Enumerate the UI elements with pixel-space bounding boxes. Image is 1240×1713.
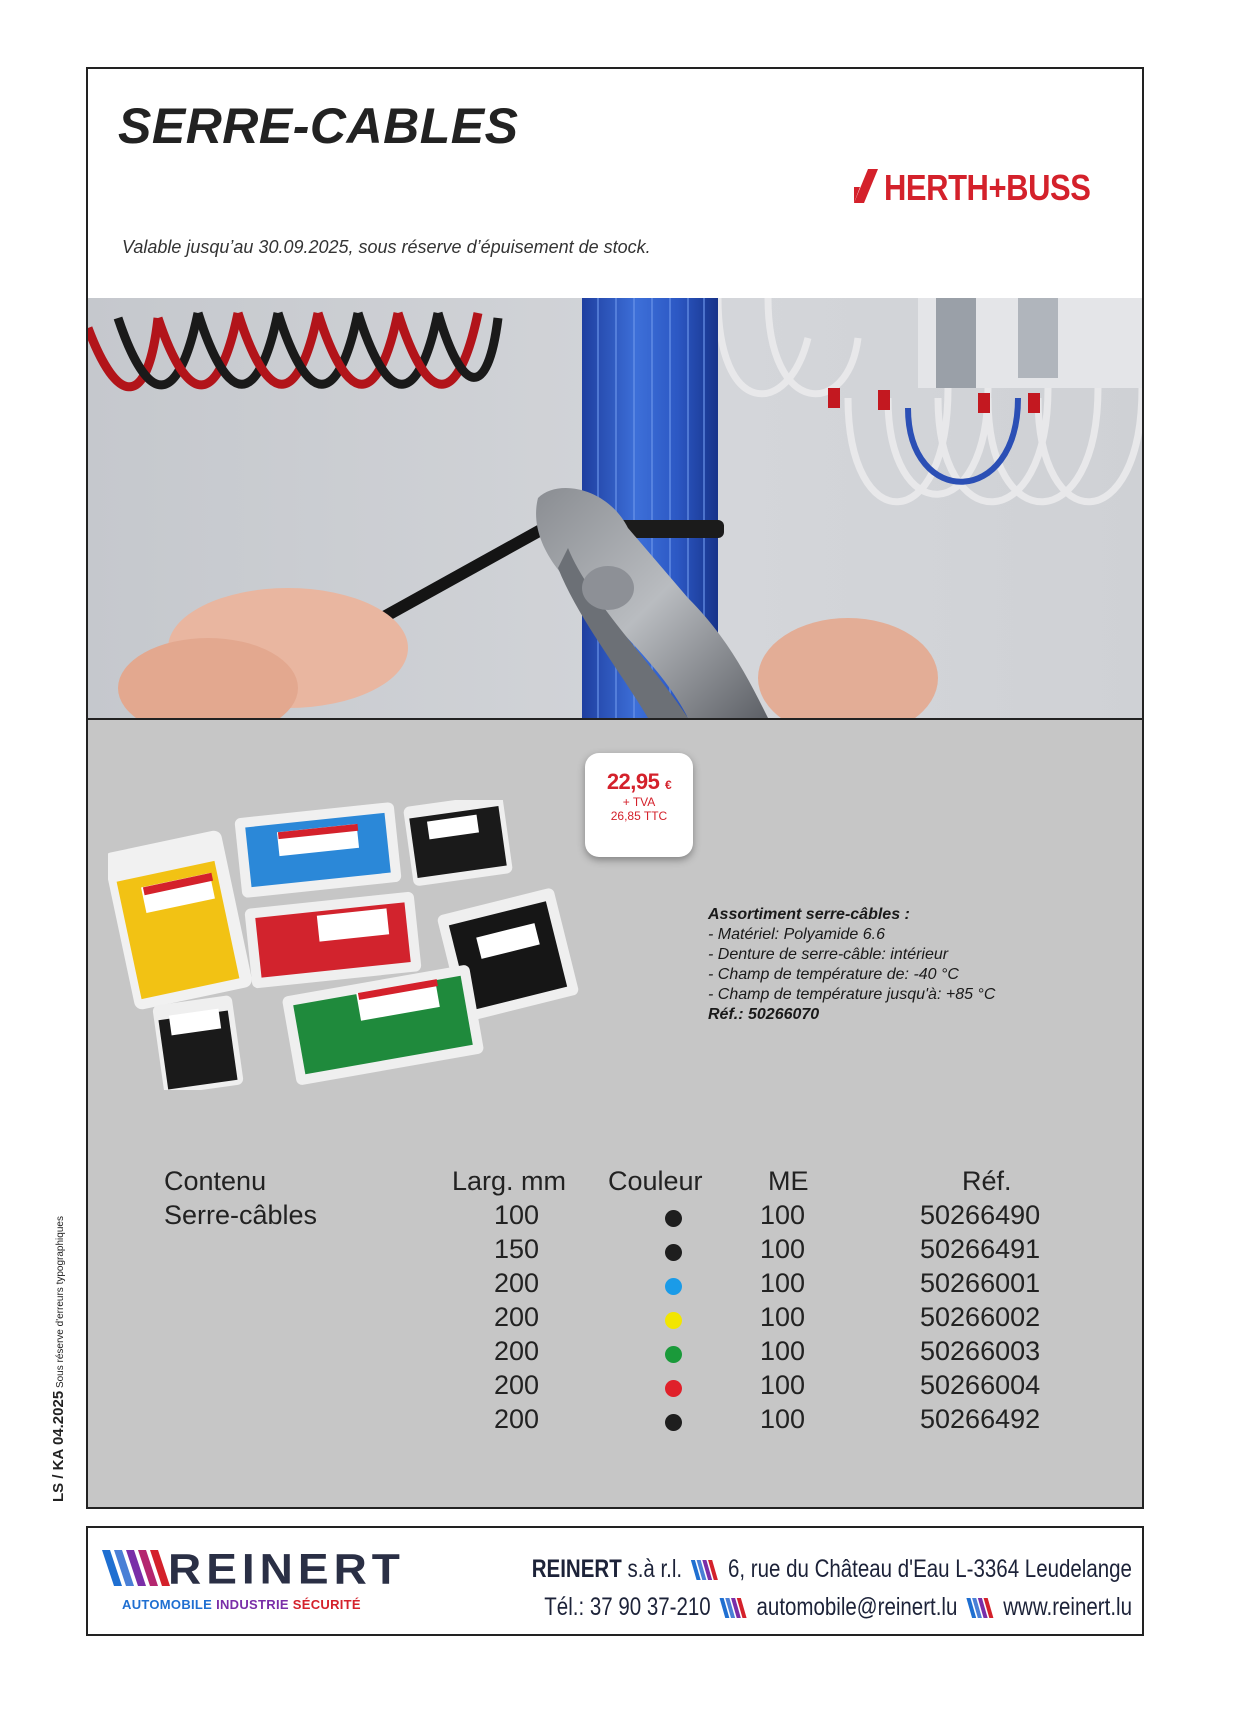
stripes-separator-icon (691, 1560, 719, 1580)
row-me: 100 (760, 1268, 806, 1298)
company-phone: Tél.: 37 90 37-210 (544, 1593, 711, 1621)
row-ref: 50266491 (920, 1234, 1041, 1264)
hero-photo (88, 298, 1142, 720)
side-note (50, 1216, 67, 1502)
description-line: - Denture de serre-câble: intérieur (708, 946, 949, 963)
price-ttc: 26,85 TTC (610, 809, 668, 823)
color-dot (665, 1414, 682, 1431)
price-value: 22,95 (606, 769, 660, 794)
color-dot (665, 1346, 682, 1363)
row-largeur: 200 (494, 1404, 540, 1434)
row-ref: 50266002 (920, 1302, 1041, 1332)
color-dot (665, 1312, 682, 1329)
flyer-frame (86, 67, 1144, 1509)
header-me: ME (768, 1166, 809, 1196)
description-heading: Assortiment serre-câbles : (708, 906, 910, 923)
row-me: 100 (760, 1302, 806, 1332)
row-largeur: 200 (494, 1370, 540, 1400)
stripes-separator-icon (966, 1598, 994, 1618)
description-line: - Matériel: Polyamide 6.6 (708, 926, 885, 943)
row-me: 100 (760, 1404, 806, 1434)
row-me: 100 (760, 1370, 806, 1400)
cable-cutting-illustration (88, 298, 1142, 718)
reinert-logo-word: REINERT (168, 1545, 405, 1593)
herth-buss-logo (854, 167, 1124, 207)
row-me: 100 (760, 1336, 806, 1366)
contact-line-details (532, 1588, 1132, 1626)
tagline-securite: SÉCURITÉ (292, 1597, 361, 1612)
color-dot (665, 1210, 682, 1227)
header-largeur: Larg. mm (452, 1166, 567, 1196)
description-line: - Champ de température jusqu'à: +85 °C (708, 986, 996, 1003)
row-largeur: 200 (494, 1268, 540, 1298)
stripes-separator-icon (720, 1598, 748, 1618)
document-code: LS / KA 04.2025 (50, 1390, 67, 1502)
row-me: 100 (760, 1200, 806, 1230)
reinert-stripes-icon (102, 1550, 172, 1586)
price-tax-note: + TVA (622, 795, 656, 809)
company-website[interactable]: www.reinert.lu (1003, 1593, 1132, 1621)
row-largeur: 200 (494, 1336, 540, 1366)
bag-blue (234, 802, 401, 898)
company-email[interactable]: automobile@reinert.lu (756, 1593, 958, 1621)
header-serre-cables: Serre-câbles (164, 1200, 318, 1230)
color-dot (665, 1244, 682, 1261)
brand-name: HERTH+BUSS (884, 167, 1091, 208)
company-suffix: s.à r.l. (627, 1555, 683, 1583)
cable-tie-assortment-image (108, 800, 618, 1090)
header-ref: Réf. (962, 1166, 1012, 1196)
color-dot (665, 1278, 682, 1295)
header-contenu: Contenu (164, 1166, 267, 1196)
description-ref: Réf.: 50266070 (708, 1006, 820, 1023)
row-largeur: 150 (494, 1234, 540, 1264)
product-panel (88, 720, 1142, 1507)
typo-disclaimer: Sous réserve d'erreurs typographiques (55, 1216, 66, 1389)
contact-line-address (532, 1550, 1132, 1588)
row-me: 100 (760, 1234, 806, 1264)
bag-black-top (403, 800, 513, 887)
page-title: SERRE-CABLES (118, 98, 519, 154)
header-couleur: Couleur (608, 1166, 703, 1196)
bag-black-small (152, 995, 244, 1090)
color-dot (665, 1380, 682, 1397)
contact-block (532, 1550, 1132, 1626)
row-ref: 50266003 (920, 1336, 1041, 1366)
bag-red (244, 891, 421, 988)
footer (86, 1526, 1144, 1636)
row-ref: 50266492 (920, 1404, 1041, 1434)
price-tag (585, 753, 693, 857)
price-currency: € (665, 778, 672, 792)
bag-green (282, 964, 485, 1086)
flyer-header (88, 69, 1142, 300)
price-amount (585, 769, 693, 795)
tagline-industrie: INDUSTRIE (216, 1597, 289, 1612)
row-largeur: 100 (494, 1200, 540, 1230)
row-largeur: 200 (494, 1302, 540, 1332)
company-name: REINERT (531, 1555, 622, 1583)
brand-slash-icon (854, 169, 878, 203)
row-ref: 50266490 (920, 1200, 1041, 1230)
description-line: - Champ de température de: -40 °C (708, 966, 959, 983)
tagline-automobile: AUTOMOBILE (122, 1597, 213, 1612)
bag-yellow (108, 829, 253, 1010)
product-description (708, 905, 995, 1025)
row-ref: 50266004 (920, 1370, 1041, 1400)
reinert-tagline (122, 1597, 361, 1612)
row-ref: 50266001 (920, 1268, 1041, 1298)
company-address: 6, rue du Château d'Eau L-3364 Leudelange (727, 1555, 1132, 1583)
validity-note: Valable jusqu’au 30.09.2025, sous réserve d’épuisement de stock. (122, 237, 651, 257)
